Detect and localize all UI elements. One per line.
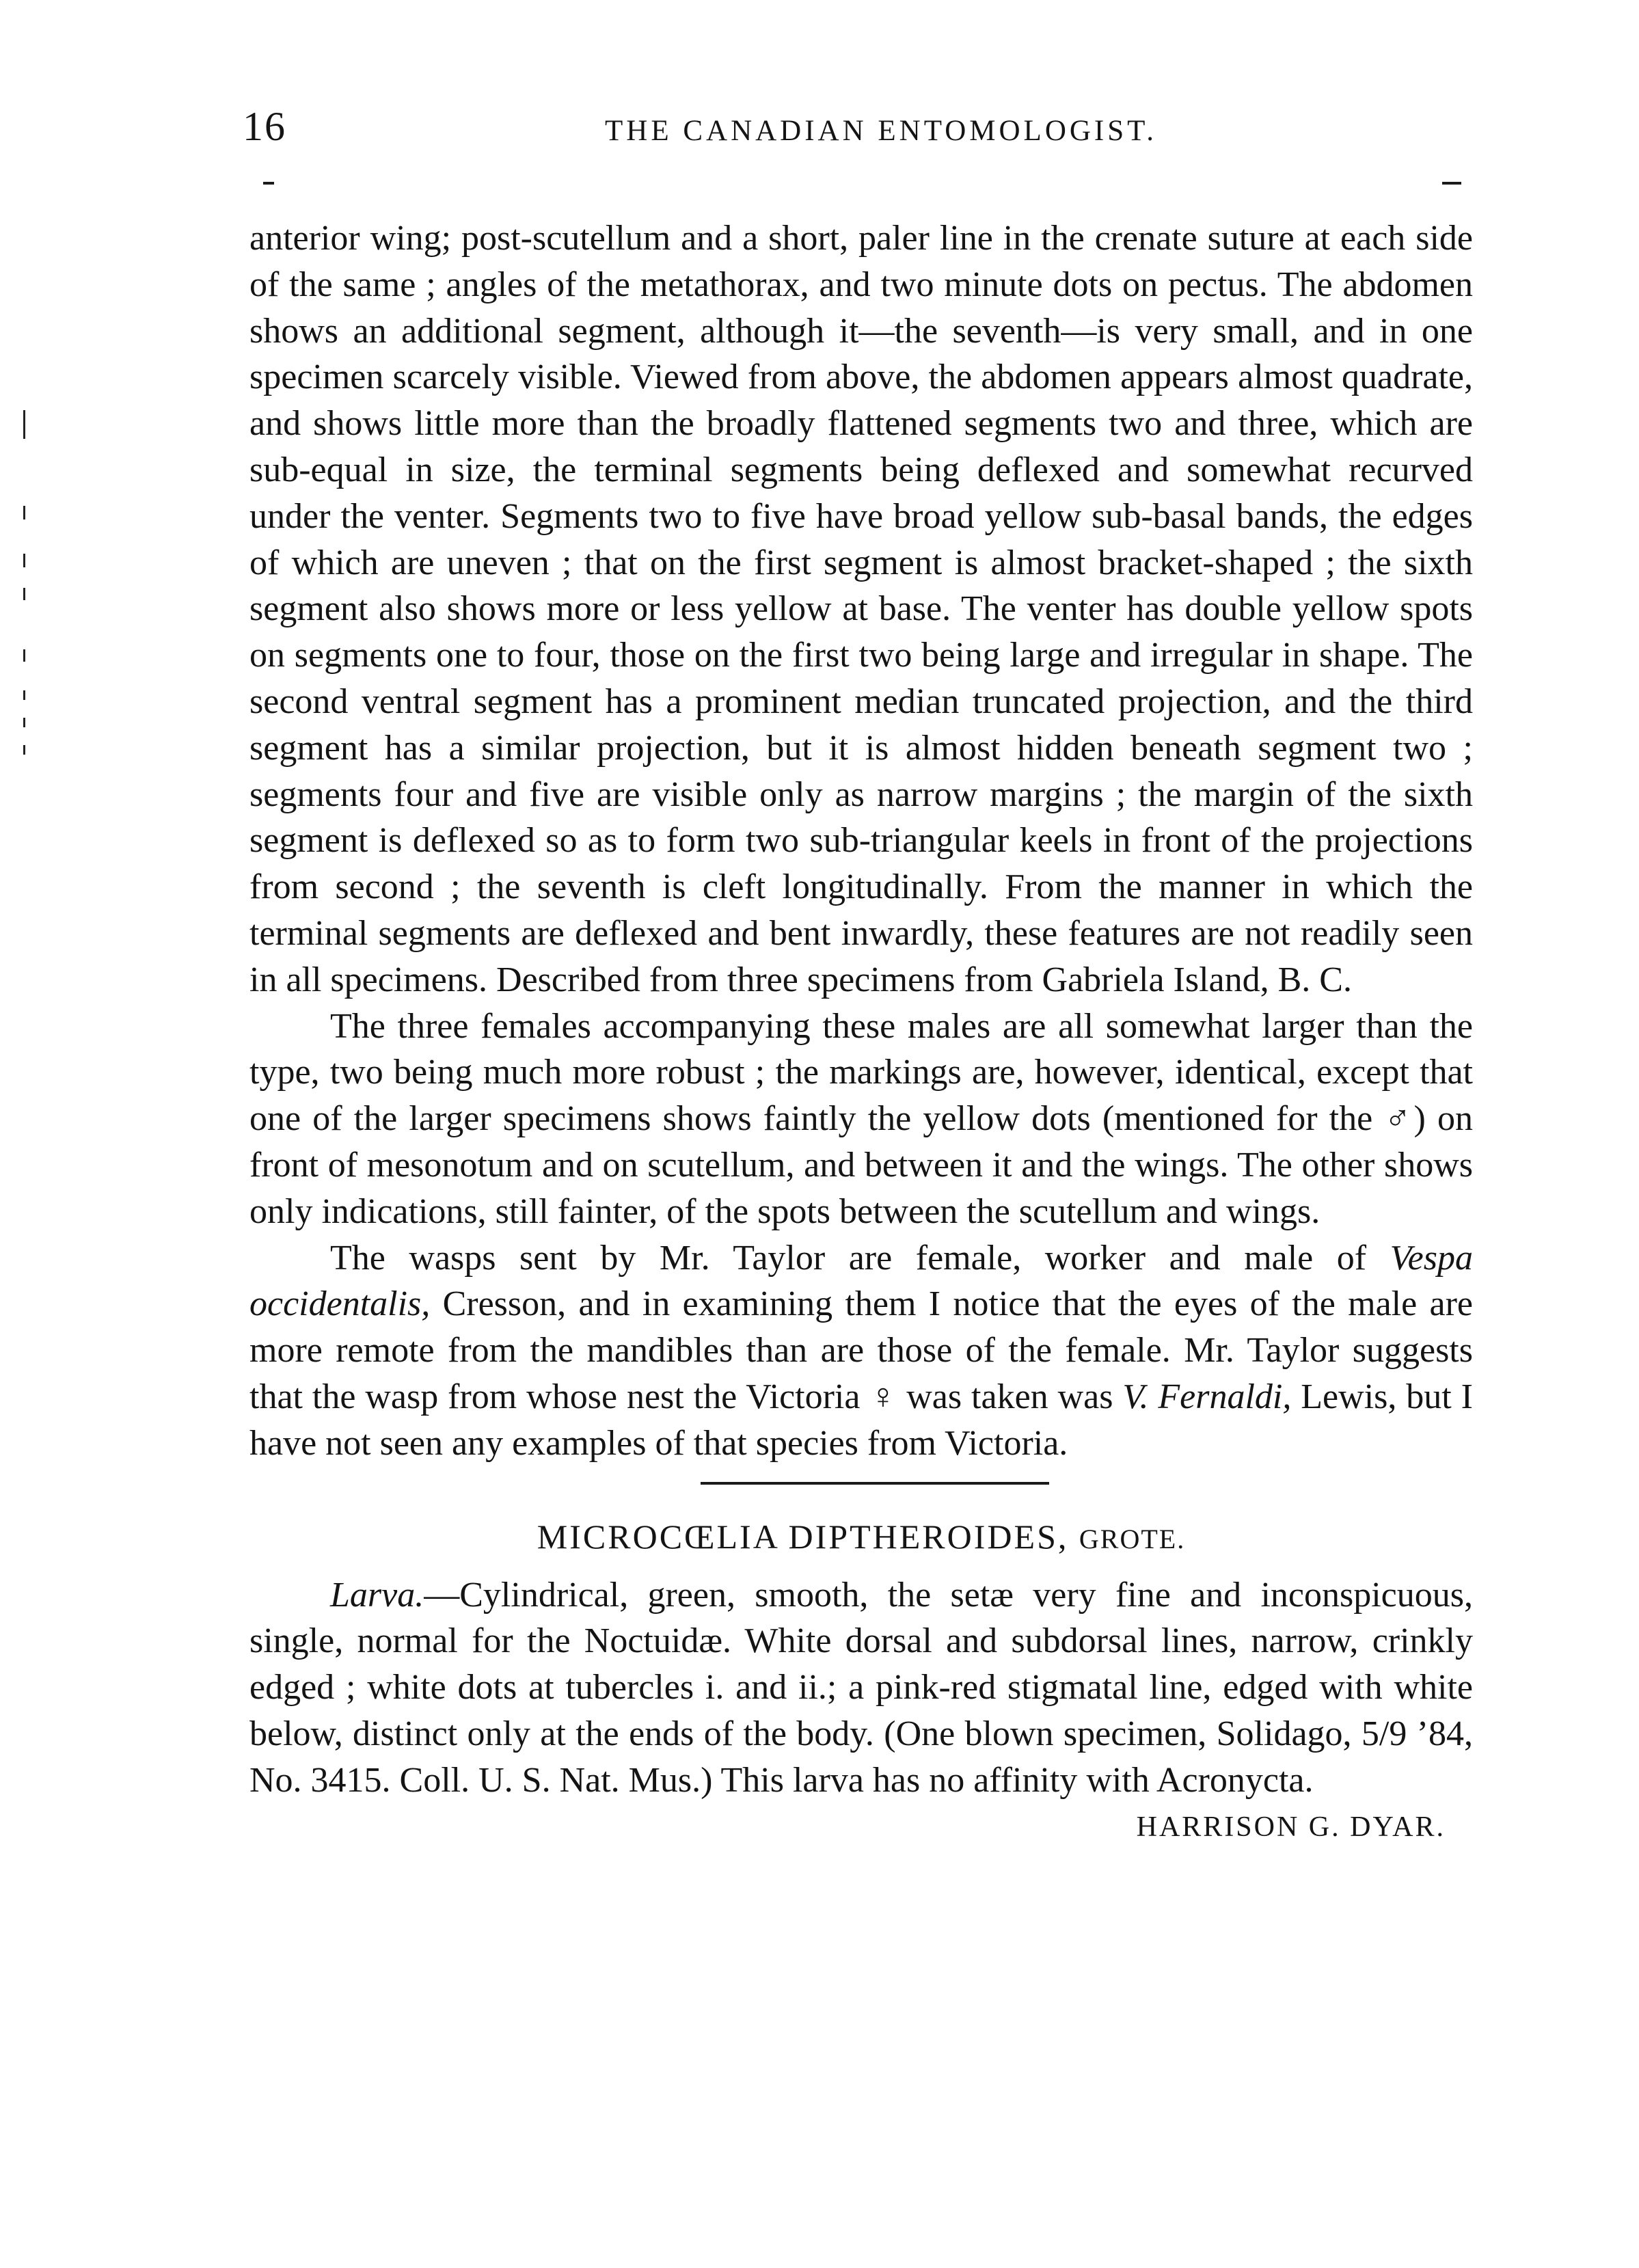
margin-tick	[23, 588, 25, 600]
section-heading-title: MICROCŒLIA DIPTHEROIDES,	[537, 1517, 1069, 1556]
margin-ticks	[23, 410, 29, 766]
wasps-text-2: Cresson, and in examining them I notice that the eyes of the male are more remote from the mandibles than are those of the female. Mr. Taylor suggests that the wasp from whose nest the Victoria ♀ was taken was	[249, 1284, 1473, 1416]
header-mark-right	[1442, 182, 1461, 185]
species-vespa: Vespa occidentalis,	[249, 1238, 1473, 1324]
margin-tick	[23, 649, 25, 662]
section-heading	[249, 1513, 1473, 1563]
header-mark-left	[263, 182, 274, 185]
margin-tick	[23, 506, 25, 519]
section-divider	[701, 1482, 1049, 1485]
wasps-text-3: Lewis, but I have not seen any examples of that species from Victoria.	[249, 1377, 1473, 1463]
paragraph-description: anterior wing; post-scutellum and a short, paler line in the crenate suture at each side of the same ; angles of the metathorax, and two minute dots on pectus. The abdomen shows an additional segment, although it—the seventh—is very small, and in one specimen scarcely visible. Viewed from above, the abdomen appears almost quadrate, and shows little more than the broadly flattened segments two and three, which are sub-equal in size, the terminal segments being deflexed and somewhat recurved under the venter. Segments two to five have broad yellow sub-basal bands, the edges of which are uneven ; that on the first segment is almost bracket-shaped ; the sixth segment also shows more or less yellow at base. The venter has double yellow spots on segments one to four, those on the first two being large and irregular in shape. The second ventral segment has a prominent median truncated projection, and the third segment has a similar projection, but it is almost hidden beneath segment two ; segments four and five are visible only as narrow margins ; the margin of the sixth segment is deflexed so as to form two sub-triangular keels in front of the projections from second ; the seventh is cleft longitudinally. From the manner in which the terminal segments are deflexed and bent inwardly, these features are not readily seen in all specimens. Described from three specimens from Gabriela Island, B. C.	[249, 219, 1473, 999]
larva-label: Larva.	[330, 1575, 424, 1615]
margin-tick	[23, 410, 25, 439]
margin-tick	[23, 718, 25, 727]
author-signature: HARRISON G. DYAR.	[1136, 1811, 1446, 1843]
paragraph-wasps	[249, 1235, 1473, 1467]
paragraph-larva	[249, 1572, 1473, 1804]
species-fernaldi: V. Fernaldi,	[1122, 1377, 1292, 1416]
running-head	[243, 103, 1459, 157]
larva-text: —Cylindrical, green, smooth, the setæ very fine and inconspicuous, single, normal for the Noctuidæ. White dorsal and subdorsal lines, narrow, crinkly edged ; white dots at tubercles i. and ii.; a pink-red stigmatal line, edged with white below, distinct only at the ends of the body. (One blown specimen, Solidago, 5/9 ’84, No. 3415. Coll. U. S. Nat. Mus.) This larva has no affinity with Acronycta.	[249, 1575, 1473, 1800]
journal-title: THE CANADIAN ENTOMOLOGIST.	[605, 115, 1157, 147]
body-text	[249, 215, 1473, 1850]
wasps-text-1: The wasps sent by Mr. Taylor are female, worker and male of	[330, 1238, 1390, 1278]
paragraph-females: The three females accompanying these males are all somewhat larger than the type, two being much more robust ; the markings are, however, identical, except that one of the larger specimens shows faintly the yellow dots (mentioned for the ♂) on front of mesonotum and on scutellum, and between it and the wings. The other shows only indications, still fainter, of the spots between the scutellum and wings.	[249, 1006, 1473, 1231]
page-number: 16	[243, 104, 286, 149]
section-heading-author: GROTE.	[1079, 1523, 1186, 1554]
margin-tick	[23, 745, 25, 755]
margin-tick	[23, 690, 25, 700]
margin-tick	[23, 554, 25, 567]
